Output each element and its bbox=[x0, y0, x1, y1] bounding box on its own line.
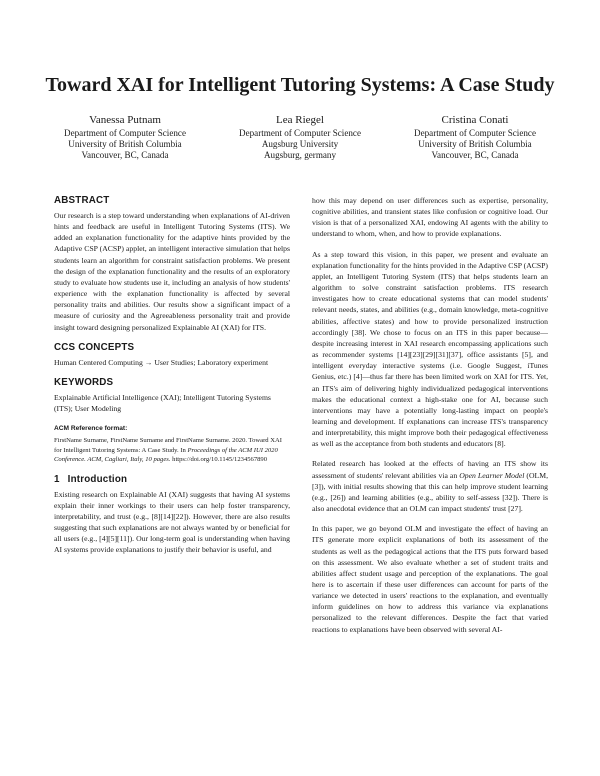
acm-reference-text: FirstName Surname, FirstName Surname and FirstName Surname. 2020. Toward XAI for Intelligent Tutoring Systems: A Case Study. In bbox=[54, 437, 282, 454]
paper-title: Toward XAI for Intelligent Tutoring Systems: A Case Study bbox=[45, 74, 555, 96]
author-org: University of British Columbia bbox=[68, 139, 182, 150]
keywords-heading: KEYWORDS bbox=[54, 376, 114, 388]
author-location: Augsburg, germany bbox=[263, 150, 337, 161]
author-name: Cristina Conati bbox=[441, 114, 509, 126]
body-paragraph-2-end: (OLM, [3]), with initial results showing that this can help improve student learning (e.g., [26]) and learning abilities (e.g., ability to self-assess [32]). There is also anecdotal evidence that an OLM can impact students' trust [27]. bbox=[312, 470, 548, 514]
body-paragraph-1: As a step toward this vision, in this paper, we present and evaluate an explanation functionality for the hints provided in the Adaptive CSP (ACSP) applet, an Intelligent Tutoring System (ITS) that helps students learn an algorithm to solve constraint satisfaction problems. ITS research investigates how to create educational systems that can model students' relevant needs, states, and abilities (e.g., domain knowledge, meta-cognitive abilities, affective states) and how to provide personalized instruction accordingly [38]. We chose to focus on an ITS in this paper because—despite increasing interest in XAI research encompassing applications such as recommender systems [14][23][29][31][37], office assistants [5], and intelligent everyday interactive systems (i.e. Google Suggest, iTunes Genius, etc.) [4]—thus far there has been limited work on XAI for ITS. Yet, an ITS's aim of delivering highly individualized pedagogical interventions makes the educational context a high-stake one for AI, because such interventions may have a potentially long-lasting impact on people's learning and development. If explanations can increase ITS's transparency and interpretability, this might improve both their pedagogical effectiveness as well as the acceptance from both students and educators [8]. bbox=[312, 249, 548, 449]
acm-reference-venue: Proceedings of the ACM IUI 2020 Conference. ACM, Cagliari, Italy, 10 pages. bbox=[54, 446, 278, 464]
left-column bbox=[54, 195, 290, 565]
author-name: Vanessa Putnam bbox=[89, 114, 161, 126]
body-paragraph-2 bbox=[312, 458, 548, 514]
author-location: Vancouver, BC, Canada bbox=[81, 150, 169, 161]
body-paragraph-2-start: Related research has looked at the effects of having an ITS show its assessment of students' relevant abilities via an bbox=[312, 459, 548, 480]
author-block bbox=[40, 113, 560, 162]
acm-reference-doi[interactable]: https://doi.org/10.1145/1234567890 bbox=[172, 456, 268, 464]
author-org: University of British Columbia bbox=[418, 139, 532, 150]
section-number: 1 bbox=[54, 473, 60, 485]
acm-reference-heading: ACM Reference format: bbox=[54, 425, 128, 433]
author-2 bbox=[215, 113, 385, 162]
olm-term: Open Learner Model bbox=[459, 470, 525, 480]
acm-reference bbox=[54, 436, 290, 464]
author-dept: Department of Computer Science bbox=[239, 128, 361, 138]
author-location: Vancouver, BC, Canada bbox=[431, 150, 519, 161]
abstract-heading: ABSTRACT bbox=[54, 195, 110, 206]
body-paragraph-3: In this paper, we go beyond OLM and investigate the effect of having an ITS generate more explicit explanations of both its assessment of the students as well as the pedagogical actions that the ITS puts forward based on this assessment. We also evaluate whether a set of student traits and abilities affect student usage and perception of the explanations. The goal here is to ascertain if these user differences can account for parts of the variance we detected in users' reactions to the explanation, and eventually inform guidelines on how to address this variance via explanations personalized to the relevant differences. Despite the fact that varied reactions to explanations have been observed with several AI- bbox=[312, 524, 548, 634]
author-org: Augsburg University bbox=[261, 139, 339, 150]
author-3 bbox=[390, 113, 560, 162]
right-column bbox=[312, 195, 548, 644]
ccs-heading: CCS CONCEPTS bbox=[54, 341, 135, 353]
section-title: Introduction bbox=[67, 473, 128, 485]
author-1 bbox=[40, 113, 210, 162]
author-name: Lea Riegel bbox=[276, 114, 324, 126]
author-dept: Department of Computer Science bbox=[64, 128, 186, 138]
intro-heading bbox=[54, 474, 290, 486]
ccs-text: Human Centered Computing → User Studies; Laboratory experiment bbox=[54, 357, 269, 367]
body-paragraph-0: how this may depend on user differences such as expertise, personality, cognitive abilities, and transient states like confusion or cognitive load. Our vision is that of a personalized XAI, endowing AI agents with the ability to understand to whom, when, and how to provide explanations. bbox=[312, 196, 548, 239]
abstract-text: Our research is a step toward understanding when explanations of AI-driven hints and feedback are useful in Intelligent Tutoring Systems (ITS). We added an explanation functionality for the adaptive hints provided by the Adaptive CSP (ACSP) applet, an intelligent interactive simulation that helps students learn an algorithm for constraint satisfaction problems. We present the design of the explanation functionality and the results of an exploratory study to evaluate how students use it, including an analysis of how students' experience with the explanation functionality is affected by several personality traits and abilities. Our results show a significant impact of a measure of curiosity and the Agreeableness personality trait and provide insight toward designing personalized Explainable AI (XAI) for ITS. bbox=[54, 211, 290, 332]
intro-paragraph-1: Existing research on Explainable AI (XAI) suggests that having AI systems explain their inner workings to their users can help foster transparency, interpretability, and trust (e.g., [8][14][22]). However, there are also results suggesting that such explanations are not always wanted by or beneficial for all users (e.g., [4][5][11]). Our long-term goal is understanding when having AI systems provide explanations to justify their behavior is useful, and bbox=[54, 489, 290, 555]
author-dept: Department of Computer Science bbox=[414, 128, 536, 138]
keywords-text: Explainable Artificial Intelligence (XAI); Intelligent Tutoring Systems (ITS); User Modeling bbox=[54, 392, 271, 414]
